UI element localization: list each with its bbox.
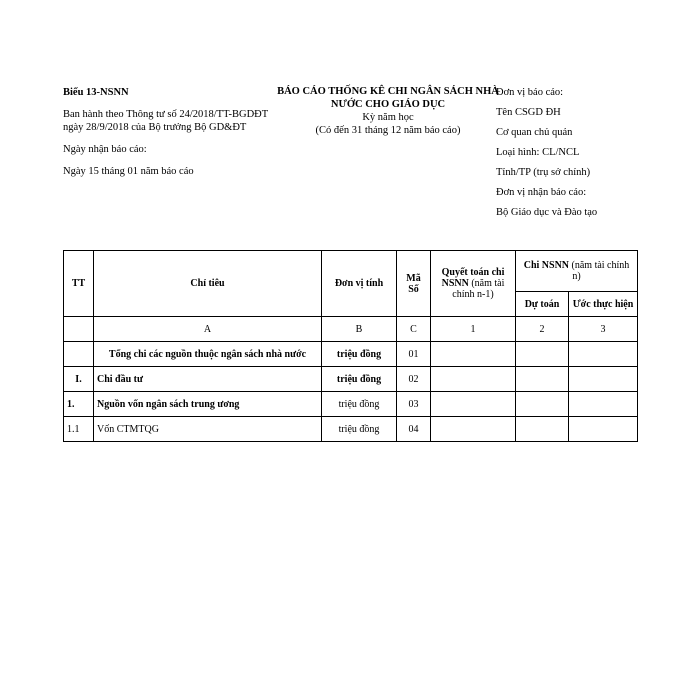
row-indicator: Nguồn vốn ngân sách trung ương xyxy=(94,392,322,417)
row-indicator: Tổng chi các nguồn thuộc ngân sách nhà nước xyxy=(94,342,322,367)
province: Tỉnh/TP (trụ sở chính) xyxy=(496,167,591,178)
received-date-label: Ngày nhận báo cáo: xyxy=(63,144,147,155)
header-settlement-sub: (năm tài chính n-1) xyxy=(452,278,505,300)
row-value-projected xyxy=(569,342,638,367)
row-code: 02 xyxy=(397,367,431,392)
header-tt: TT xyxy=(64,251,94,317)
recipient-name: Bộ Giáo dục và Đào tạo xyxy=(496,207,598,218)
header-settlement-main: Quyết toán chi NSNN xyxy=(441,267,505,289)
row-tt: 1. xyxy=(64,392,94,417)
report-title: BÁO CÁO THỐNG KÊ CHI NGÂN SÁCH NHÀ NƯỚC CHO GIÁO DỤC xyxy=(277,86,499,110)
index-cell: 2 xyxy=(516,317,569,342)
table-row xyxy=(64,342,638,367)
row-value-projected xyxy=(569,392,638,417)
header-indicator: Chỉ tiêu xyxy=(94,251,322,317)
form-header-left xyxy=(63,86,283,187)
recipient-label: Đơn vị nhận báo cáo: xyxy=(496,187,587,198)
index-cell: 3 xyxy=(569,317,638,342)
row-value-estimate xyxy=(516,392,569,417)
header-estimate: Dự toán xyxy=(516,292,569,317)
table-row xyxy=(64,392,638,417)
report-period: Kỳ năm học xyxy=(362,112,414,123)
header-code: Mã Số xyxy=(397,251,431,317)
row-unit: triệu đồng xyxy=(322,342,397,367)
budget-report-table xyxy=(63,250,638,442)
row-value-settlement xyxy=(431,417,516,442)
index-cell: A xyxy=(94,317,322,342)
header-projected: Ước thực hiện xyxy=(569,292,638,317)
table-row xyxy=(64,417,638,442)
header-settlement xyxy=(431,251,516,317)
row-value-settlement xyxy=(431,367,516,392)
row-indicator: Vốn CTMTQG xyxy=(94,417,322,442)
reporting-unit-label: Đơn vị báo cáo: xyxy=(496,87,564,98)
row-value-estimate xyxy=(516,342,569,367)
form-code: Biểu 13-NSNN xyxy=(63,87,129,98)
row-code: 03 xyxy=(397,392,431,417)
report-cutoff: (Có đến 31 tháng 12 năm báo cáo) xyxy=(315,125,461,136)
index-cell: 1 xyxy=(431,317,516,342)
row-indicator: Chi đầu tư xyxy=(94,367,322,392)
index-cell xyxy=(64,317,94,342)
governing-body: Cơ quan chủ quản xyxy=(496,127,573,138)
table-header-row xyxy=(64,251,638,292)
table-row xyxy=(64,367,638,392)
row-unit: triệu đồng xyxy=(322,367,397,392)
header-spending xyxy=(516,251,638,292)
row-unit: triệu đồng xyxy=(322,417,397,442)
issued-by-text: Ban hành theo Thông tư số 24/2018/TT-BGDĐT ngày 28/9/2018 của Bộ trưởng Bộ GD&ĐT xyxy=(63,109,268,133)
index-cell: C xyxy=(397,317,431,342)
index-cell: B xyxy=(322,317,397,342)
row-code: 01 xyxy=(397,342,431,367)
row-code: 04 xyxy=(397,417,431,442)
form-header-right xyxy=(496,86,686,226)
row-tt: 1.1 xyxy=(64,417,94,442)
header-unit: Đơn vị tính xyxy=(322,251,397,317)
row-value-settlement xyxy=(431,342,516,367)
institution-name: Tên CSGD ĐH xyxy=(496,107,561,118)
row-tt: I. xyxy=(64,367,94,392)
table-index-row xyxy=(64,317,638,342)
row-tt xyxy=(64,342,94,367)
row-value-projected xyxy=(569,417,638,442)
header-spending-main: Chi NSNN xyxy=(523,260,570,271)
row-unit: triệu đồng xyxy=(322,392,397,417)
row-value-estimate xyxy=(516,417,569,442)
report-title-block xyxy=(268,85,508,137)
received-date: Ngày 15 tháng 01 năm báo cáo xyxy=(63,166,194,177)
row-value-settlement xyxy=(431,392,516,417)
header-spending-sub: (năm tài chính n) xyxy=(571,260,630,282)
row-value-projected xyxy=(569,367,638,392)
row-value-estimate xyxy=(516,367,569,392)
institution-type: Loại hình: CL/NCL xyxy=(496,147,580,158)
